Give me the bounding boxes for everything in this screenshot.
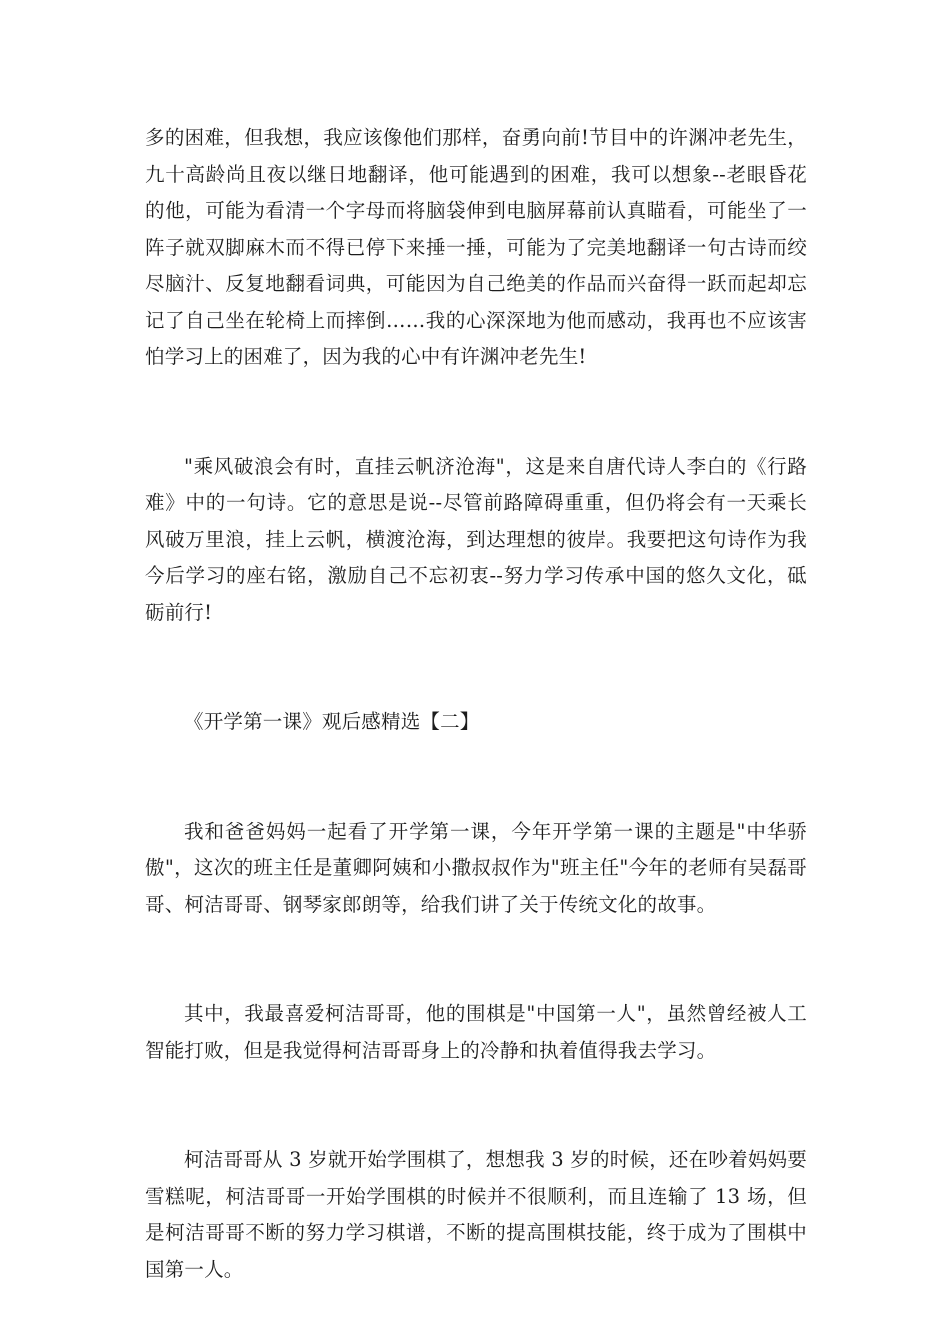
paragraph-spacer (145, 923, 807, 996)
paragraph-3: 我和爸爸妈妈一起看了开学第一课，今年开学第一课的主题是"中华骄傲"，这次的班主任是董卿阿姨和小撒叔叔作为"班主任"今年的老师有吴磊哥哥、柯洁哥哥、钢琴家郎朗等，给我们讲了关于传统文化的故事。 (145, 819, 807, 916)
paragraph-spacer (145, 1069, 807, 1142)
document-body (145, 120, 807, 1288)
paragraph-2: "乘风破浪会有时，直挂云帆济沧海"，这是来自唐代诗人李白的《行路难》中的一句诗。它的意思是说--尽管前路障碍重重，但仍将会有一天乘长风破万里浪，挂上云帆，横渡沧海，到达理想的彼岸。我要把这句诗作为我今后学习的座右铭，激励自己不忘初衷--努力学习传承中国的悠久文化，砥砺前行! (145, 454, 807, 624)
paragraph-spacer (145, 741, 807, 814)
paragraph-1: 多的困难，但我想，我应该像他们那样，奋勇向前!节目中的许渊冲老先生，九十高龄尚且夜以继日地翻译，他可能遇到的困难，我可以想象--老眼昏花的他，可能为看清一个字母而将脑袋伸到电脑屏幕前认真瞄看，可能坐了一阵子就双脚麻木而不得已停下来捶一捶，可能为了完美地翻译一句古诗而绞尽脑汁、反复地翻看词典，可能因为自己绝美的作品而兴奋得一跃而起却忘记了自己坐在轮椅上而摔倒……我的心深深地为他而感动，我再也不应该害怕学习上的困难了，因为我的心中有许渊冲老先生! (145, 126, 807, 368)
paragraph-5: 柯洁哥哥从 3 岁就开始学围棋了，想想我 3 岁的时候，还在吵着妈妈要雪糕呢，柯洁哥哥一开始学围棋的时候并不很顺利，而且连输了 13 场，但是柯洁哥哥不断的努力学习棋谱，不断的提高围棋技能，终于成为了围棋中国第一人。 (145, 1148, 807, 1281)
paragraph-spacer (145, 631, 807, 704)
paragraph-4: 其中，我最喜爱柯洁哥哥，他的围棋是"中国第一人"，虽然曾经被人工智能打败，但是我觉得柯洁哥哥身上的冷静和执着值得我去学习。 (145, 1002, 807, 1062)
paragraph-spacer (145, 376, 807, 449)
section-heading: 《开学第一课》观后感精选【二】 (184, 710, 480, 733)
